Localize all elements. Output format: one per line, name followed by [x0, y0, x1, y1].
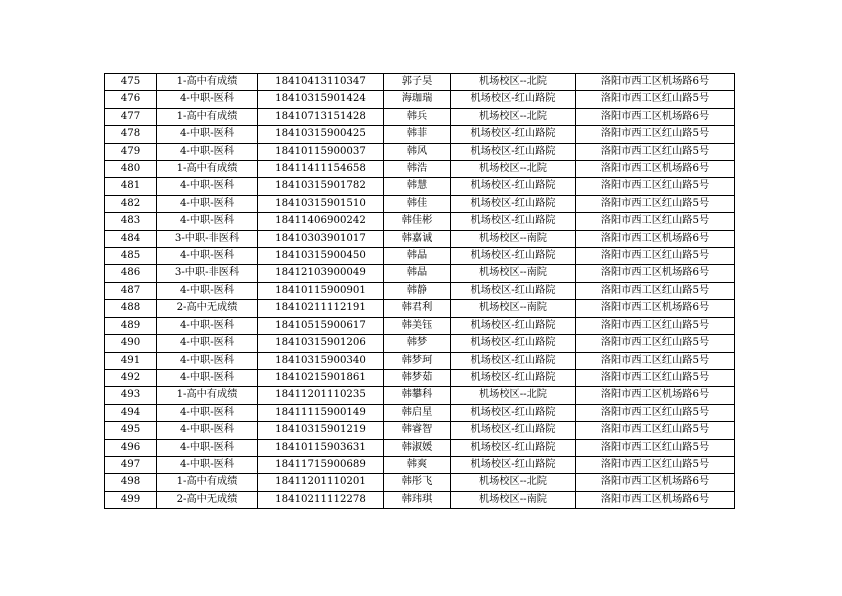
- table-row: [105, 335, 735, 352]
- category-cell: 4-中职-医科: [157, 282, 258, 299]
- campus-cell: 机场校区--北院: [451, 108, 576, 125]
- name-cell: 韩静: [384, 282, 451, 299]
- address-cell: 洛阳市西工区红山路5号: [576, 213, 735, 230]
- name-cell: 韩君利: [384, 300, 451, 317]
- table-row: [105, 387, 735, 404]
- table-row: [105, 282, 735, 299]
- seq-cell: 494: [105, 404, 157, 421]
- exam-id-cell: 18410315900450: [258, 248, 384, 265]
- seq-cell: 482: [105, 195, 157, 212]
- category-cell: 4-中职-医科: [157, 456, 258, 473]
- exam-id-cell: 18410315901424: [258, 91, 384, 108]
- exam-id-cell: 18410315901782: [258, 178, 384, 195]
- campus-cell: 机场校区--南院: [451, 265, 576, 282]
- exam-id-cell: 18410413110347: [258, 74, 384, 91]
- category-cell: 4-中职-医科: [157, 439, 258, 456]
- campus-cell: 机场校区-红山路院: [451, 422, 576, 439]
- campus-cell: 机场校区-红山路院: [451, 456, 576, 473]
- exam-id-cell: 18411411154658: [258, 161, 384, 178]
- address-cell: 洛阳市西工区红山路5号: [576, 335, 735, 352]
- seq-cell: 480: [105, 161, 157, 178]
- table-row: [105, 248, 735, 265]
- exam-id-cell: 18410115900037: [258, 143, 384, 160]
- seq-cell: 484: [105, 230, 157, 247]
- category-cell: 4-中职-医科: [157, 369, 258, 386]
- seq-cell: 488: [105, 300, 157, 317]
- seq-cell: 481: [105, 178, 157, 195]
- address-cell: 洛阳市西工区红山路5号: [576, 143, 735, 160]
- address-cell: 洛阳市西工区机场路6号: [576, 74, 735, 91]
- address-cell: 洛阳市西工区机场路6号: [576, 161, 735, 178]
- table-row: [105, 178, 735, 195]
- address-cell: 洛阳市西工区机场路6号: [576, 387, 735, 404]
- name-cell: 韩菲: [384, 126, 451, 143]
- exam-id-cell: 18410315901206: [258, 335, 384, 352]
- table-row: [105, 213, 735, 230]
- campus-cell: 机场校区--北院: [451, 74, 576, 91]
- category-cell: 4-中职-医科: [157, 317, 258, 334]
- table-row: [105, 474, 735, 491]
- table-row: [105, 456, 735, 473]
- table-row: [105, 317, 735, 334]
- exam-id-cell: 18411201110235: [258, 387, 384, 404]
- table-row: [105, 369, 735, 386]
- table-row: [105, 126, 735, 143]
- table-row: [105, 195, 735, 212]
- category-cell: 4-中职-医科: [157, 213, 258, 230]
- seq-cell: 487: [105, 282, 157, 299]
- name-cell: 韩美钰: [384, 317, 451, 334]
- name-cell: 韩浩: [384, 161, 451, 178]
- exam-id-cell: 18410515900617: [258, 317, 384, 334]
- campus-cell: 机场校区-红山路院: [451, 439, 576, 456]
- exam-id-cell: 18410315901219: [258, 422, 384, 439]
- category-cell: 1-高中有成绩: [157, 474, 258, 491]
- category-cell: 3-中职-非医科: [157, 230, 258, 247]
- seq-cell: 476: [105, 91, 157, 108]
- category-cell: 4-中职-医科: [157, 335, 258, 352]
- table-row: [105, 161, 735, 178]
- campus-cell: 机场校区--北院: [451, 387, 576, 404]
- campus-cell: 机场校区-红山路院: [451, 195, 576, 212]
- name-cell: 韩彤飞: [384, 474, 451, 491]
- seq-cell: 493: [105, 387, 157, 404]
- campus-cell: 机场校区--北院: [451, 161, 576, 178]
- seq-cell: 499: [105, 491, 157, 508]
- table-row: [105, 230, 735, 247]
- exam-id-cell: 18411715900689: [258, 456, 384, 473]
- category-cell: 4-中职-医科: [157, 178, 258, 195]
- category-cell: 1-高中有成绩: [157, 161, 258, 178]
- address-cell: 洛阳市西工区机场路6号: [576, 108, 735, 125]
- name-cell: 韩启星: [384, 404, 451, 421]
- campus-cell: 机场校区--北院: [451, 474, 576, 491]
- category-cell: 1-高中有成绩: [157, 74, 258, 91]
- address-cell: 洛阳市西工区红山路5号: [576, 352, 735, 369]
- name-cell: 韩玮琪: [384, 491, 451, 508]
- campus-cell: 机场校区-红山路院: [451, 317, 576, 334]
- campus-cell: 机场校区-红山路院: [451, 248, 576, 265]
- seq-cell: 475: [105, 74, 157, 91]
- table-row: [105, 143, 735, 160]
- category-cell: 4-中职-医科: [157, 248, 258, 265]
- category-cell: 4-中职-医科: [157, 422, 258, 439]
- campus-cell: 机场校区-红山路院: [451, 335, 576, 352]
- table-row: [105, 108, 735, 125]
- campus-cell: 机场校区-红山路院: [451, 178, 576, 195]
- category-cell: 2-高中无成绩: [157, 300, 258, 317]
- address-cell: 洛阳市西工区红山路5号: [576, 195, 735, 212]
- exam-id-cell: 18410713151428: [258, 108, 384, 125]
- exam-id-cell: 18410315900425: [258, 126, 384, 143]
- exam-id-cell: 18410215901861: [258, 369, 384, 386]
- campus-cell: 机场校区-红山路院: [451, 143, 576, 160]
- exam-id-cell: 18410315900340: [258, 352, 384, 369]
- address-cell: 洛阳市西工区机场路6号: [576, 474, 735, 491]
- exam-id-cell: 18410303901017: [258, 230, 384, 247]
- category-cell: 1-高中有成绩: [157, 108, 258, 125]
- seq-cell: 491: [105, 352, 157, 369]
- name-cell: 韩佳: [384, 195, 451, 212]
- category-cell: 4-中职-医科: [157, 352, 258, 369]
- address-cell: 洛阳市西工区机场路6号: [576, 491, 735, 508]
- campus-cell: 机场校区-红山路院: [451, 369, 576, 386]
- name-cell: 韩佳彬: [384, 213, 451, 230]
- table-row: [105, 300, 735, 317]
- name-cell: 韩晶: [384, 248, 451, 265]
- category-cell: 4-中职-医科: [157, 143, 258, 160]
- table-row: [105, 404, 735, 421]
- table-row: [105, 422, 735, 439]
- seq-cell: 497: [105, 456, 157, 473]
- campus-cell: 机场校区-红山路院: [451, 352, 576, 369]
- address-cell: 洛阳市西工区机场路6号: [576, 230, 735, 247]
- seq-cell: 478: [105, 126, 157, 143]
- campus-cell: 机场校区-红山路院: [451, 213, 576, 230]
- category-cell: 2-高中无成绩: [157, 491, 258, 508]
- seq-cell: 486: [105, 265, 157, 282]
- seq-cell: 496: [105, 439, 157, 456]
- table-row: [105, 352, 735, 369]
- exam-id-cell: 18411406900242: [258, 213, 384, 230]
- address-cell: 洛阳市西工区红山路5号: [576, 422, 735, 439]
- name-cell: 韩兵: [384, 108, 451, 125]
- campus-cell: 机场校区--南院: [451, 491, 576, 508]
- seq-cell: 489: [105, 317, 157, 334]
- category-cell: 4-中职-医科: [157, 195, 258, 212]
- seq-cell: 483: [105, 213, 157, 230]
- seq-cell: 490: [105, 335, 157, 352]
- exam-id-cell: 18410211112278: [258, 491, 384, 508]
- name-cell: 韩嘉诚: [384, 230, 451, 247]
- exam-id-cell: 18410115903631: [258, 439, 384, 456]
- name-cell: 韩风: [384, 143, 451, 160]
- campus-cell: 机场校区--南院: [451, 230, 576, 247]
- address-cell: 洛阳市西工区红山路5号: [576, 126, 735, 143]
- campus-cell: 机场校区-红山路院: [451, 404, 576, 421]
- category-cell: 4-中职-医科: [157, 126, 258, 143]
- seq-cell: 498: [105, 474, 157, 491]
- address-cell: 洛阳市西工区红山路5号: [576, 317, 735, 334]
- category-cell: 4-中职-医科: [157, 404, 258, 421]
- name-cell: 韩爽: [384, 456, 451, 473]
- address-cell: 洛阳市西工区红山路5号: [576, 369, 735, 386]
- name-cell: 韩梦: [384, 335, 451, 352]
- campus-cell: 机场校区--南院: [451, 300, 576, 317]
- address-cell: 洛阳市西工区红山路5号: [576, 178, 735, 195]
- address-cell: 洛阳市西工区红山路5号: [576, 404, 735, 421]
- seq-cell: 479: [105, 143, 157, 160]
- exam-id-cell: 18410315901510: [258, 195, 384, 212]
- seq-cell: 495: [105, 422, 157, 439]
- table-body: [105, 74, 735, 509]
- category-cell: 3-中职-非医科: [157, 265, 258, 282]
- table-row: [105, 91, 735, 108]
- seq-cell: 492: [105, 369, 157, 386]
- address-cell: 洛阳市西工区红山路5号: [576, 282, 735, 299]
- table-row: [105, 491, 735, 508]
- exam-id-cell: 18411201110201: [258, 474, 384, 491]
- category-cell: 1-高中有成绩: [157, 387, 258, 404]
- name-cell: 韩晶: [384, 265, 451, 282]
- campus-cell: 机场校区-红山路院: [451, 282, 576, 299]
- exam-id-cell: 18410211112191: [258, 300, 384, 317]
- address-cell: 洛阳市西工区机场路6号: [576, 265, 735, 282]
- student-table: [104, 73, 735, 509]
- seq-cell: 485: [105, 248, 157, 265]
- exam-id-cell: 18411115900149: [258, 404, 384, 421]
- name-cell: 韩淑媛: [384, 439, 451, 456]
- campus-cell: 机场校区-红山路院: [451, 91, 576, 108]
- address-cell: 洛阳市西工区红山路5号: [576, 91, 735, 108]
- address-cell: 洛阳市西工区红山路5号: [576, 248, 735, 265]
- name-cell: 海珈瑞: [384, 91, 451, 108]
- table-row: [105, 74, 735, 91]
- seq-cell: 477: [105, 108, 157, 125]
- name-cell: 韩攀科: [384, 387, 451, 404]
- address-cell: 洛阳市西工区红山路5号: [576, 439, 735, 456]
- exam-id-cell: 18412103900049: [258, 265, 384, 282]
- address-cell: 洛阳市西工区红山路5号: [576, 456, 735, 473]
- table-row: [105, 439, 735, 456]
- name-cell: 韩梦珂: [384, 352, 451, 369]
- name-cell: 韩慧: [384, 178, 451, 195]
- exam-id-cell: 18410115900901: [258, 282, 384, 299]
- name-cell: 韩睿智: [384, 422, 451, 439]
- name-cell: 韩梦茹: [384, 369, 451, 386]
- name-cell: 郭子昊: [384, 74, 451, 91]
- category-cell: 4-中职-医科: [157, 91, 258, 108]
- table-row: [105, 265, 735, 282]
- campus-cell: 机场校区-红山路院: [451, 126, 576, 143]
- address-cell: 洛阳市西工区机场路6号: [576, 300, 735, 317]
